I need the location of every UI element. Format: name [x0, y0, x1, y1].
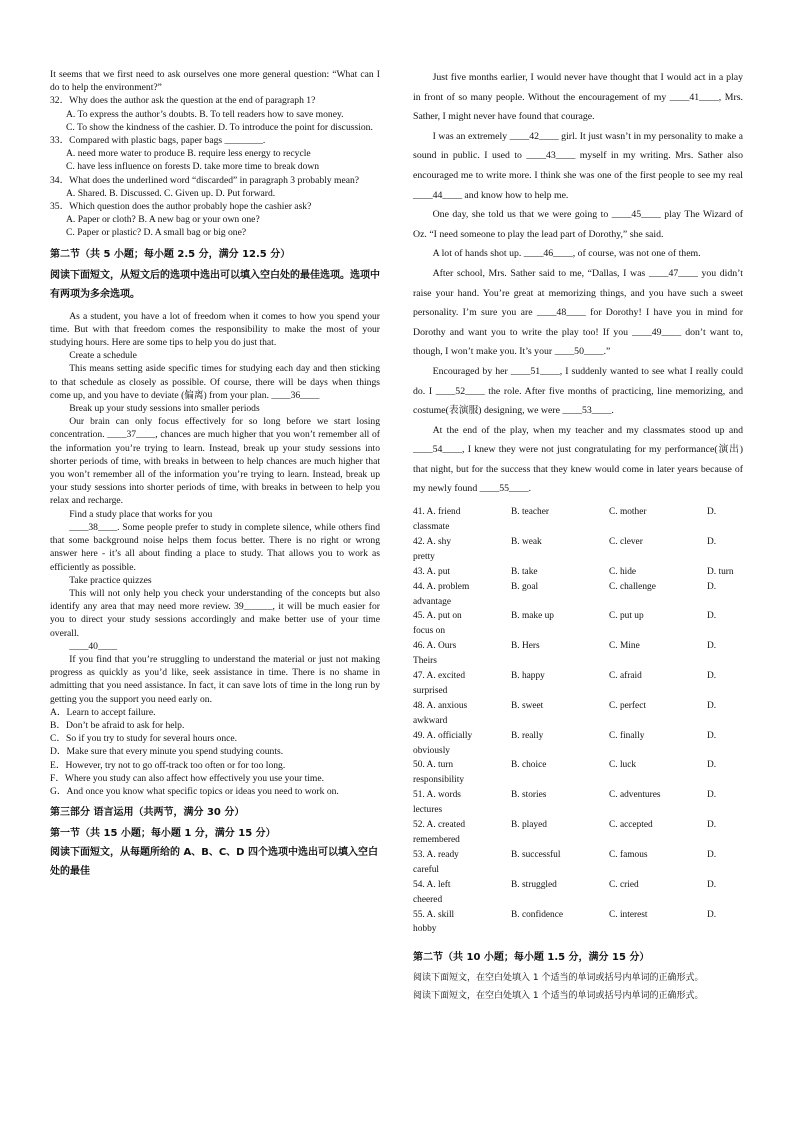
option-a: 46. A. Ours	[413, 641, 457, 652]
section-instruction: 阅读下面短文，在空白处填入 1 个适当的单词或括号内单词的正确形式。	[413, 973, 704, 984]
option-d-text: obviously	[413, 745, 450, 756]
passage-paragraph: Our brain can only focus effectively for so long before we start losing concentration. ____37____, chances are much higher that you won’t remember all of the information you’re trying to learn. Instead, break up your study sessions into shorter periods of time, with breaks in between to help chances are much higher that you won’t remember all of the information you’re trying to learn. Instead, break up your study sessions into shorter periods of time, with breaks in between to help you relax and recharge.	[50, 416, 380, 507]
section-heading: 第二节（共 5 小题；每小题 2.5 分，满分 12.5 分）	[50, 248, 291, 260]
left-column	[50, 68, 380, 881]
option-d-text: cheered	[413, 894, 443, 905]
option-row	[413, 505, 743, 535]
option-a: 50. A. turn	[413, 760, 454, 771]
passage-subheading: Break up your study sessions into smaller periods	[69, 403, 260, 415]
option-d: D.	[707, 849, 717, 860]
question-32	[50, 94, 380, 134]
option-d-text: responsibility	[413, 775, 465, 786]
option-b: B. weak	[511, 536, 542, 547]
option-c: C. clever	[609, 536, 643, 547]
option-a: 53. A. ready	[413, 849, 459, 860]
option-d: D.	[707, 641, 717, 652]
option-row	[413, 580, 743, 610]
section-instruction: 阅读下面短文，在空白处填入 1 个适当的单词或括号内单词的正确形式。	[413, 991, 704, 1002]
option-row	[413, 669, 743, 699]
option-c: C. famous	[609, 849, 648, 860]
option-c: C. finally	[609, 730, 645, 741]
option-d: D.	[707, 536, 717, 547]
option-row	[413, 788, 743, 818]
passage-paragraph: As a student, you have a lot of freedom when it comes to how you spend your time. But with that freedom comes the responsibility to make the most of your studying hours. Here are some tips to help you do just that.	[50, 310, 380, 349]
option-a: 48. A. anxious	[413, 700, 468, 711]
question-stem: 33．Compared with plastic bags, paper bags ________.	[50, 135, 266, 147]
section-heading: 第二节（共 10 小题；每小题 1.5 分，满分 15 分）	[413, 952, 650, 964]
option-row	[413, 758, 743, 788]
question-35	[50, 200, 380, 240]
option-d: D.	[707, 611, 717, 622]
passage-subheading: Take practice quizzes	[69, 574, 152, 586]
option-c: C. afraid	[609, 671, 642, 682]
passage-dallas	[413, 68, 743, 499]
question-options: A. Shared. B. Discussed. C. Given up. D. Put forward.	[66, 187, 276, 199]
option-b: B. stories	[511, 790, 547, 801]
option-d-text: classmate	[413, 521, 450, 532]
option-a: 55. A. skill	[413, 909, 455, 920]
option-d-text: careful	[413, 864, 440, 875]
passage-paragraph: One day, she told us that we were going to ____45____ play The Wizard of Oz. “I need someone to play the lead part of Dorothy,” she said.	[413, 209, 743, 240]
option-row	[413, 609, 743, 639]
option-b: B. struggled	[511, 879, 557, 890]
option-c: C. accepted	[609, 820, 653, 831]
option-c: C. interest	[609, 909, 648, 920]
choice-e: E．However, try not to go off-track too often or for too long.	[50, 759, 286, 771]
option-c: C. cried	[609, 879, 639, 890]
option-d-text: remembered	[413, 835, 460, 845]
option-b: B. successful	[511, 849, 561, 860]
question-options: A. need more water to produce B. require less energy to recycle	[66, 148, 311, 160]
passage-paragraph: Encouraged by her ____51____, I suddenly wanted to see what I really could do. I ____52____ the role. After five months of practicing, line memorizing, and costume(表演服) designing, we were ____53____.	[413, 365, 743, 417]
option-a: 54. A. left	[413, 879, 451, 890]
option-b: B. make up	[511, 611, 554, 622]
choice-d: D．Make sure that every minute you spend studying counts.	[50, 746, 284, 758]
option-row	[413, 818, 743, 848]
option-row	[413, 639, 743, 669]
choice-g: G．And once you know what specific topics or ideas you need to work on.	[50, 785, 339, 797]
option-d: D. turn	[707, 566, 734, 577]
option-c: C. Mine	[609, 641, 640, 652]
option-d: D.	[707, 790, 717, 801]
option-a: 42. A. shy	[413, 536, 452, 547]
question-stem: 32．Why does the author ask the question at the end of paragraph 1?	[50, 95, 316, 107]
option-d: D.	[707, 671, 717, 682]
option-row	[413, 848, 743, 878]
right-column	[413, 68, 743, 1005]
option-a: 49. A. officially	[413, 730, 473, 741]
passage-subheading: ____40____	[69, 640, 118, 652]
option-c: C. perfect	[609, 700, 646, 711]
option-row	[413, 565, 743, 580]
passage-paragraph: After school, Mrs. Sather said to me, “Dallas, I was ____47____ you didn’t raise your hand. You’re great at memorizing things, and you have such a sweet personality. I’m sure you are ____48____ for Dorothy! I have you in mind for Dorothy and want you to write the play too! If you ____49____ don’t want to, though, I won’t make you. It’s your ____50____.”	[413, 267, 743, 358]
option-c: C. hide	[609, 566, 637, 577]
option-c: C. mother	[609, 507, 647, 518]
option-a: 52. A. created	[413, 820, 466, 831]
option-b: B. choice	[511, 760, 547, 771]
passage-paragraph: ____38____. Some people prefer to study in complete silence, while others find that some background noise helps them focus better. There is no right or wrong answer here - it’s all about finding a place to study. That allows you to work as efficiently as possible.	[50, 521, 380, 573]
part-heading: 第三部分 语言运用（共两节，满分 30 分）	[50, 807, 245, 819]
option-d-text: awkward	[413, 715, 448, 726]
passage-paragraph: At the end of the play, when my teacher and my classmates stood up and ____54____, I knew they were not just congratulating for my performance(演出) that night, but for the success that they knew would come in later years because of my newly found ____55____.	[413, 424, 743, 495]
option-row	[413, 908, 743, 938]
option-c: C. adventures	[609, 790, 661, 801]
reading-paragraph: It seems that we first need to ask ourselves one more general question: “What can I do to help the environment?”	[50, 69, 380, 94]
option-b: B. sweet	[511, 700, 544, 711]
option-a: 51. A. words	[413, 790, 461, 801]
option-b: B. happy	[511, 671, 545, 682]
cloze-options	[413, 505, 743, 937]
passage-paragraph: Just five months earlier, I would never have thought that I would act in a play in front of so many people. Without the encouragement of my ____41____, Mrs. Sather, I might never have found that courage.	[413, 72, 743, 123]
passage-paragraph: If you find that you’re struggling to understand the material or just not making progress as quickly as you’d like, seek assistance in time. There is no shame in admitting that you need assistance. In fact, it can save lots of time in the long run by getting you the support you need early on.	[50, 653, 380, 705]
question-33	[50, 134, 380, 174]
option-b: B. Hers	[511, 641, 540, 652]
choice-f: F．Where you study can also affect how effectively you use your time.	[50, 772, 325, 784]
option-b: B. take	[511, 566, 538, 577]
option-d-text: focus on	[413, 626, 446, 637]
option-a: 44. A. problem	[413, 581, 470, 592]
option-d-text: advantage	[413, 596, 451, 607]
question-options: C. Paper or plastic? D. A small bag or big one?	[66, 227, 247, 239]
option-d: D.	[707, 507, 717, 518]
question-options: C. To show the kindness of the cashier. D. To introduce the point for discussion.	[66, 121, 373, 133]
option-c: C. put up	[609, 611, 644, 622]
passage-paragraph: This means setting aside specific times for studying each day and then sticking to that schedule as closely as possible. Of course, there will be days when things come up, and you have to deviate (偏离) from your plan. ____36____	[50, 363, 380, 401]
question-options: A. Paper or cloth? B. A new bag or your own one?	[66, 214, 260, 226]
option-row	[413, 535, 743, 565]
option-b: B. teacher	[511, 507, 549, 518]
passage-paragraph: A lot of hands shot up. ____46____, of course, was not one of them.	[432, 248, 701, 260]
option-b: B. really	[511, 730, 544, 741]
passage-subheading: Create a schedule	[69, 350, 137, 362]
section-heading: 第一节（共 15 小题；每小题 1 分，满分 15 分）	[50, 828, 276, 840]
option-d: D.	[707, 700, 717, 711]
option-d: D.	[707, 581, 717, 592]
option-row	[413, 729, 743, 759]
section-instruction: 阅读下面短文，从每题所给的 A、B、C、D 四个选项中选出可以填入空白处的最佳	[50, 847, 378, 878]
question-options: A. To express the author’s doubts. B. To tell readers how to save money.	[66, 108, 344, 120]
option-a: 41. A. friend	[413, 507, 461, 518]
option-d-text: surprised	[413, 685, 448, 696]
section-instruction: 阅读下面短文，从短文后的选项中选出可以填入空白处的最佳选项。选项中有两项为多余选项。	[50, 269, 380, 300]
option-a: 43. A. put	[413, 566, 450, 577]
option-d-text: pretty	[413, 551, 435, 562]
option-a: 45. A. put on	[413, 611, 462, 622]
option-d-text: lectures	[413, 805, 443, 816]
choice-a: A．Learn to accept failure.	[50, 706, 156, 718]
passage-paragraph: I was an extremely ____42____ girl. It just wasn’t in my personality to make a sound in public. I used to ____43____ myself in my writing. Mrs. Sather also encouraged me to write more. I think she was one of the first people to see my real ____44____ and know how to help me.	[413, 130, 743, 201]
option-d: D.	[707, 730, 717, 741]
question-options: C. have less influence on forests D. take more time to break down	[66, 161, 320, 173]
question-stem: 34．What does the underlined word “discarded” in paragraph 3 probably mean?	[50, 174, 360, 186]
answer-choices	[50, 706, 380, 798]
option-b: B. goal	[511, 581, 539, 592]
option-d-text: hobby	[413, 924, 437, 935]
passage-paragraph: This will not only help you check your understanding of the concepts but also identify any area that may need more review. 39______, it will be much easier for you to direct your study sessions accordingly and make better use of your time overall.	[50, 587, 380, 639]
passage-study-tips	[50, 310, 380, 706]
option-row	[413, 699, 743, 729]
choice-c: C．So if you try to study for several hours once.	[50, 733, 238, 745]
option-d: D.	[707, 879, 717, 890]
option-d: D.	[707, 909, 717, 920]
option-b: B. played	[511, 820, 547, 831]
question-34	[50, 174, 380, 200]
passage-subheading: Find a study place that works for you	[69, 508, 213, 520]
option-b: B. confidence	[511, 909, 564, 920]
option-d: D.	[707, 760, 717, 771]
option-d-text: Theirs	[413, 656, 437, 667]
option-row	[413, 878, 743, 908]
option-c: C. challenge	[609, 581, 656, 592]
option-c: C. luck	[609, 760, 637, 771]
option-a: 47. A. excited	[413, 671, 466, 682]
choice-b: B．Don’t be afraid to ask for help.	[50, 719, 185, 731]
option-d: D.	[707, 820, 717, 831]
question-stem: 35．Which question does the author probably hope the cashier ask?	[50, 201, 312, 213]
